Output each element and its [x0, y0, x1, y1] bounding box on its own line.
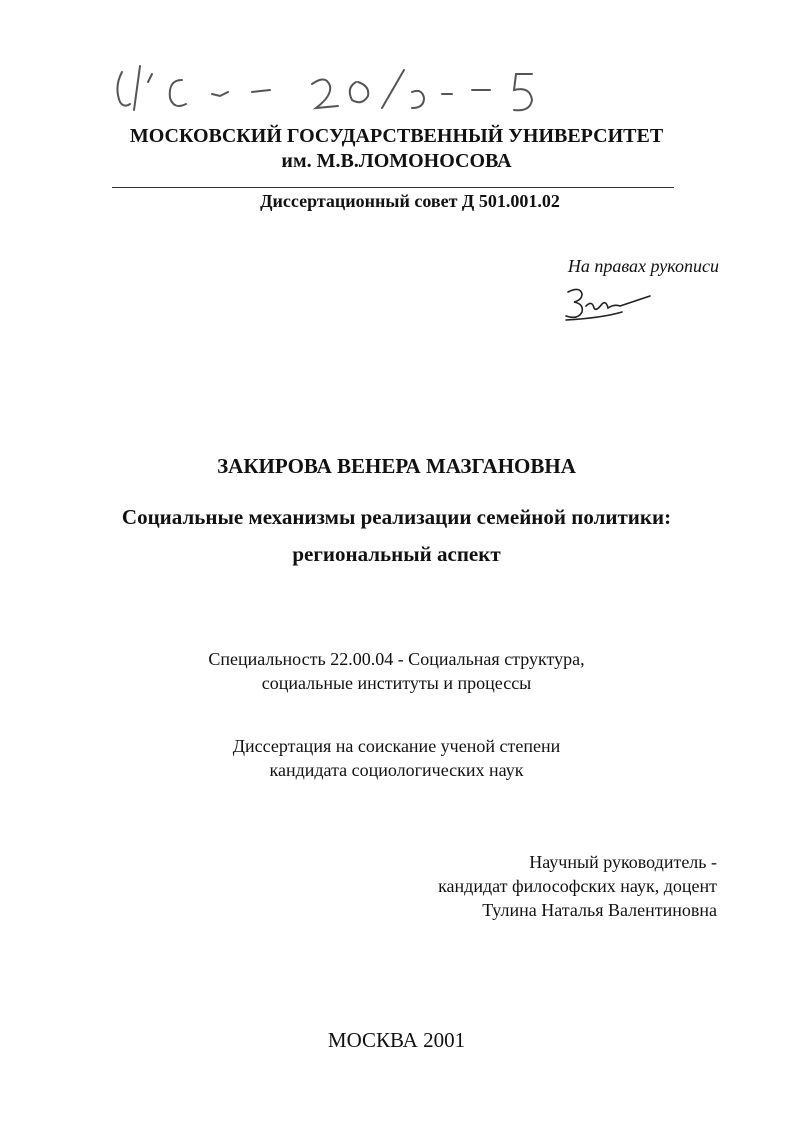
supervisor-block	[438, 850, 717, 922]
author-signature	[562, 282, 654, 324]
supervisor-role: Научный руководитель -	[529, 852, 717, 872]
specialty-line-2: социальные институты и процессы	[261, 673, 532, 693]
supervisor-name: Тулина Наталья Валентиновна	[482, 900, 717, 920]
degree-line-2: кандидата социологических наук	[269, 760, 524, 780]
thesis-title-line-2: региональный аспект	[292, 542, 501, 566]
author-name: ЗАКИРОВА ВЕНЕРА МАЗГАНОВНА	[217, 454, 576, 478]
degree-line-1: Диссертация на соискание ученой степени	[232, 736, 561, 756]
city-year: МОСКВА 2001	[327, 1028, 466, 1052]
thesis-title-line-1: Социальные механизмы реализации семейной политики:	[121, 505, 672, 529]
university-name	[0, 124, 793, 174]
university-line-2: им. М.В.ЛОМОНОСОВА	[281, 150, 512, 172]
header-divider	[112, 187, 674, 188]
handwritten-note-drawing	[112, 52, 582, 122]
specialty-line-1: Специальность 22.00.04 - Социальная структура,	[208, 649, 585, 669]
signature-drawing	[562, 282, 654, 324]
dissertation-council: Диссертационный совет Д 501.001.02	[260, 191, 560, 211]
university-line-1: МОСКОВСКИЙ ГОСУДАРСТВЕННЫЙ УНИВЕРСИТЕТ	[129, 125, 664, 147]
specialty	[0, 647, 793, 695]
degree-statement	[0, 734, 793, 782]
supervisor-degree: кандидат философских наук, доцент	[438, 876, 717, 896]
manuscript-rights-note: На правах рукописи	[567, 256, 719, 276]
handwritten-archive-note	[112, 52, 582, 122]
